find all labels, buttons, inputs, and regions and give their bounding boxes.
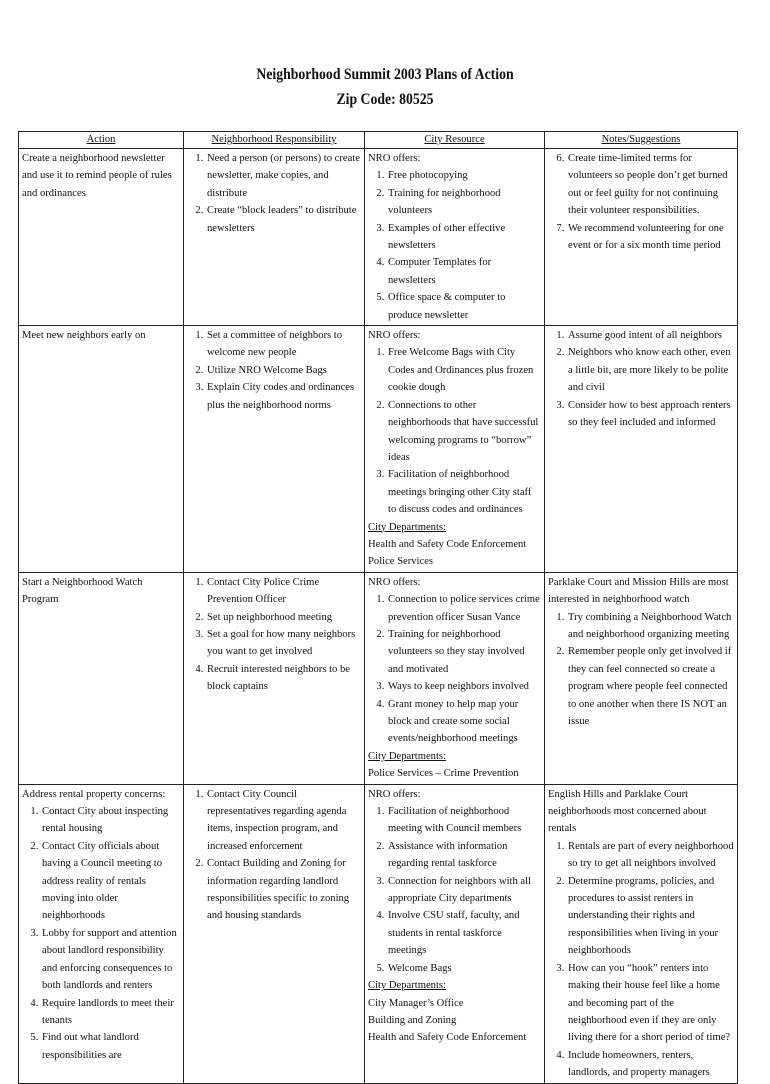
list-item: 3. Connection for neighbors with all appropriate City departments (387, 873, 541, 908)
table-header-row (19, 132, 738, 149)
list-item: 2. Neighbors who know each other, even a little bit, are more likely to be polite and civil (567, 344, 734, 396)
cell-neighborhood-responsibility (184, 572, 365, 784)
list-item: 2. Training for neighborhood volunteers so they stay involved and motivated (387, 626, 541, 678)
list-item: 2. Remember people only get involved if they can feel connected so create a program where people feel connected to one another when there IS NOT an issue (567, 643, 734, 730)
cell-neighborhood-responsibility (184, 326, 365, 573)
resource-lead: NRO offers: (368, 330, 421, 342)
action-text: Address rental property concerns: (22, 788, 166, 800)
numbered-list (548, 150, 734, 254)
list-item: 2. Assistance with information regarding rental taskforce (387, 838, 541, 873)
list-item: 1. Contact City Police Crime Prevention Officer (206, 574, 361, 609)
cell-neighborhood-responsibility (184, 784, 365, 1083)
city-department: Health and Safety Code Enforcement (368, 1032, 527, 1044)
resource-lead: NRO offers: (368, 788, 421, 800)
numbered-list (187, 574, 361, 696)
list-item: 2. Set up neighborhood meeting (206, 609, 361, 626)
list-item: 5. Welcome Bags (387, 960, 541, 977)
list-item: 1. Set a committee of neighbors to welcome new people (206, 327, 361, 362)
plans-of-action-table (18, 131, 738, 1084)
list-item: 4. Recruit interested neighbors to be block captains (206, 661, 361, 696)
list-item: 3. Consider how to best approach renters so they feel included and informed (567, 397, 734, 432)
action-text: Create a neighborhood newsletter and use it to remind people of rules and ordinances (22, 153, 172, 199)
table-row (19, 326, 738, 573)
resource-lead: NRO offers: (368, 576, 421, 588)
list-item: 1. Connection to police services crime prevention officer Susan Vance (387, 591, 541, 626)
numbered-list (548, 838, 734, 1082)
cell-notes-suggestions (545, 572, 738, 784)
cell-city-resource (365, 572, 545, 784)
list-item: 5. Find out what landlord responsibilities are (41, 1029, 180, 1064)
header-neighborhood-responsibility: Neighborhood Responsibility (184, 132, 365, 149)
table-row (19, 572, 738, 784)
list-item: 6. Create time-limited terms for volunteers so people don’t get burned out or feel guilty for not continuing their volunteer responsibilities. (567, 150, 734, 220)
city-department: City Manager’s Office (368, 997, 464, 1009)
list-item: 3. Facilitation of neighborhood meetings bringing other City staff to discuss codes and ordinances (387, 466, 541, 518)
list-item: 3. Ways to keep neighbors involved (387, 678, 541, 695)
list-item: 3. Explain City codes and ordinances plus the neighborhood norms (206, 379, 361, 414)
document-title: Neighborhood Summit 2003 Plans of Action (256, 66, 514, 83)
header-notes-suggestions: Notes/Suggestions (545, 132, 738, 149)
city-department: Health and Safety Code Enforcement (368, 538, 527, 550)
numbered-list (368, 803, 541, 977)
numbered-list (368, 344, 541, 518)
resource-lead: NRO offers: (368, 153, 421, 164)
list-item: 3. Examples of other effective newsletters (387, 220, 541, 255)
document-subtitle-zip: Zip Code: 80525 (336, 91, 434, 108)
table-row (19, 149, 738, 326)
list-item: 4. Involve CSU staff, faculty, and students in rental taskforce meetings (387, 907, 541, 959)
cell-action (19, 149, 184, 326)
cell-action (19, 572, 184, 784)
cell-action (19, 326, 184, 573)
list-item: 1. Assume good intent of all neighbors (567, 327, 734, 344)
list-item: 2. Connections to other neighborhoods that have successful welcoming programs to “borrow” ideas (387, 397, 541, 467)
city-department: Police Services (368, 556, 434, 568)
notes-lead: Parklake Court and Mission Hills are most interested in neighborhood watch (548, 576, 729, 606)
city-departments-label: City Departments: (368, 521, 446, 533)
list-item: 3. How can you “hook” renters into making their house feel like a home and becoming part of the neighborhood even if they are only living there for a short period of time? (567, 960, 734, 1047)
list-item: 3. Set a goal for how many neighbors you want to get involved (206, 626, 361, 661)
numbered-list (548, 327, 734, 431)
action-text: Start a Neighborhood Watch Program (22, 576, 143, 606)
list-item: 1. Rentals are part of every neighborhood so try to get all neighbors involved (567, 838, 734, 873)
numbered-list (187, 786, 361, 925)
list-item: 1. Contact City about inspecting rental housing (41, 803, 180, 838)
cell-city-resource (365, 326, 545, 573)
list-item: 2. Training for neighborhood volunteers (387, 185, 541, 220)
cell-notes-suggestions (545, 149, 738, 326)
list-item: 2. Utilize NRO Welcome Bags (206, 362, 361, 379)
numbered-list (368, 591, 541, 748)
cell-neighborhood-responsibility (184, 149, 365, 326)
list-item: 4. Include homeowners, renters, landlords, and property managers (567, 1047, 734, 1082)
list-item: 1. Try combining a Neighborhood Watch and neighborhood organizing meeting (567, 609, 734, 644)
list-item: 3. Lobby for support and attention about landlord responsibility and enforcing consequences to both landlords and renters (41, 925, 180, 995)
cell-action (19, 784, 184, 1083)
header-city-resource: City Resource (365, 132, 545, 149)
list-item: 1. Facilitation of neighborhood meeting with Council members (387, 803, 541, 838)
city-department: Police Services – Crime Prevention (368, 768, 519, 780)
list-item: 1. Free photocopying (387, 167, 541, 184)
list-item: 2. Contact Building and Zoning for information regarding landlord responsibilities specific to zoning and housing standards (206, 855, 361, 925)
numbered-list (187, 150, 361, 237)
numbered-list (187, 327, 361, 414)
list-item: 4. Grant money to help map your block and create some social events/neighborhood meetings (387, 696, 541, 748)
list-item: 4. Computer Templates for newsletters (387, 254, 541, 289)
notes-lead: English Hills and Parklake Court neighborhoods most concerned about rentals (548, 788, 707, 835)
city-departments-label: City Departments: (368, 750, 446, 762)
cell-notes-suggestions (545, 326, 738, 573)
list-item: 5. Office space & computer to produce newsletter (387, 289, 541, 324)
list-item: 2. Contact City officials about having a Council meeting to address reality of rentals moving into older neighborhoods (41, 838, 180, 925)
cell-city-resource (365, 784, 545, 1083)
numbered-list (368, 167, 541, 324)
city-departments-label: City Departments: (368, 980, 446, 992)
city-department: Building and Zoning (368, 1014, 457, 1026)
list-item: 1. Need a person (or persons) to create newsletter, make copies, and distribute (206, 150, 361, 202)
numbered-list (548, 609, 734, 731)
list-item: 2. Determine programs, policies, and procedures to assist renters in understanding their rights and responsibilities when living in your neighborhoods (567, 873, 734, 960)
action-text: Meet new neighbors early on (22, 330, 146, 342)
table-row (19, 784, 738, 1083)
list-item: 2. Create “block leaders” to distribute newsletters (206, 202, 361, 237)
list-item: 7. We recommend volunteering for one event or for a six month time period (567, 220, 734, 255)
list-item: 1. Free Welcome Bags with City Codes and Ordinances plus frozen cookie dough (387, 344, 541, 396)
header-action: Action (19, 132, 184, 149)
list-item: 4. Require landlords to meet their tenants (41, 995, 180, 1030)
numbered-list (22, 803, 180, 1064)
list-item: 1. Contact City Council representatives regarding agenda items, inspection program, and increased enforcement (206, 786, 361, 856)
cell-notes-suggestions (545, 784, 738, 1083)
cell-city-resource (365, 149, 545, 326)
